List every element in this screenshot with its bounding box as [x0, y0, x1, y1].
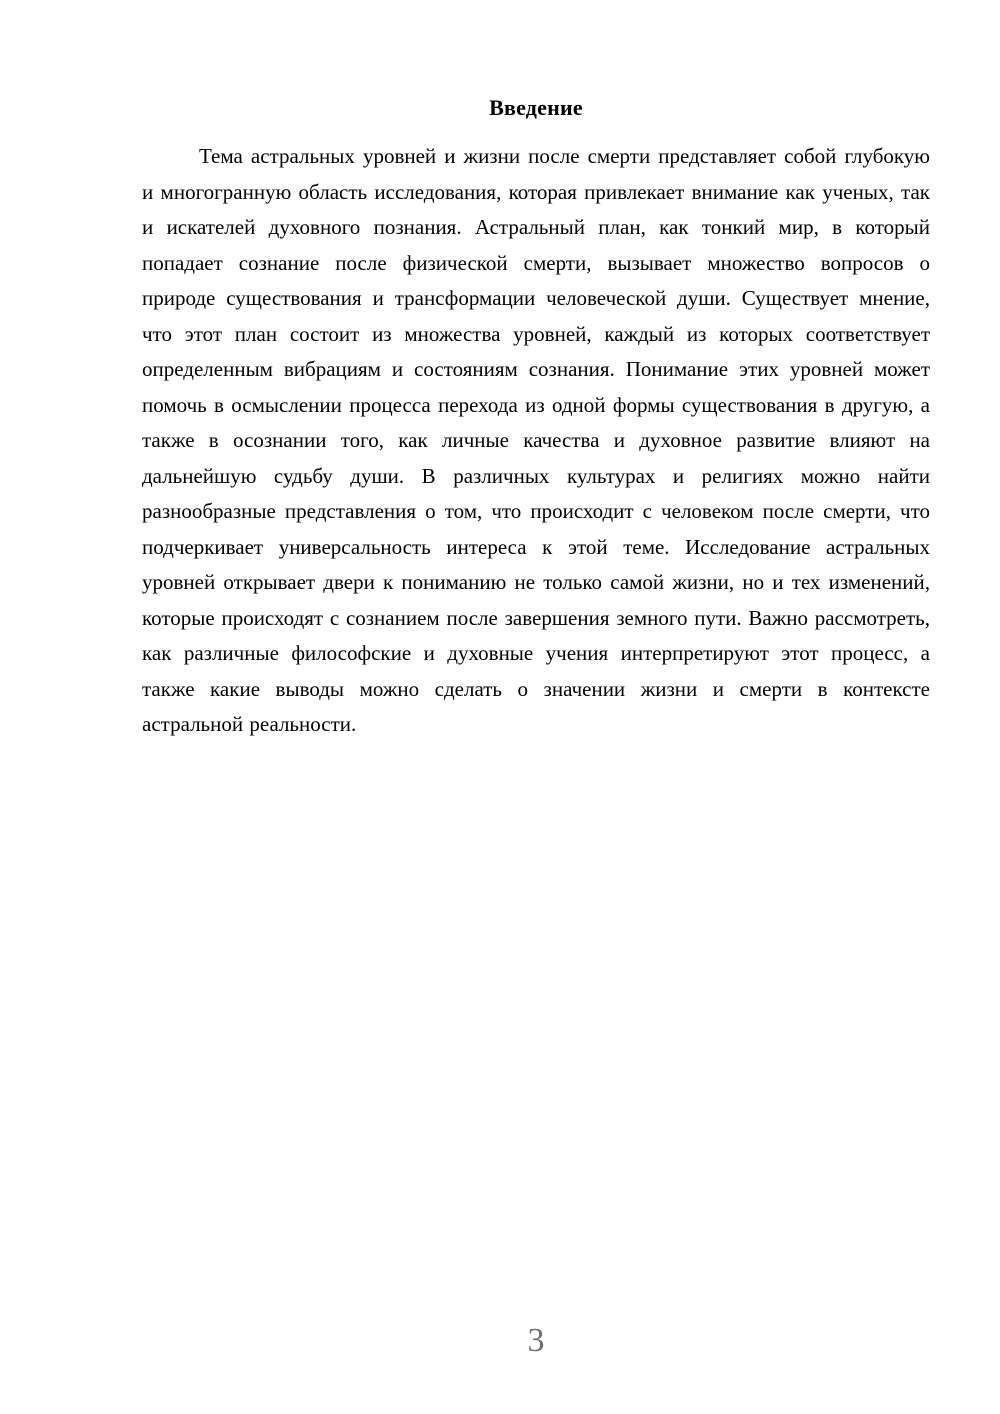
- page-number: 3: [527, 1322, 545, 1359]
- text-block: [142, 90, 930, 743]
- intro-paragraph: Тема астральных уровней и жизни после смерти представляет собой глубокую и многогранную область исследования, которая привлекает внимание как ученых, так и искателей духовного познания. Астральный план, как тонкий мир, в который попадает сознание после физической смерти, вызывает множество вопросов о природе существования и трансформации человеческой души. Существует мнение, что этот план состоит из множества уровней, каждый из которых соответствует определенным вибрациям и состояниям сознания. Понимание этих уровней может помочь в осмыслении процесса перехода из одной формы существования в другую, а также в осознании того, как личные качества и духовное развитие влияют на дальнейшую судьбу души. В различных культурах и религиях можно найти разнообразные представления о том, что происходит с человеком после смерти, что подчеркивает универсальность интереса к этой теме. Исследование астральных уровней открывает двери к пониманию не только самой жизни, но и тех изменений, которые происходят с сознанием после завершения земного пути. Важно рассмотреть, как различные философские и духовные учения интерпретируют этот процесс, а также какие выводы можно сделать о значении жизни и смерти в контексте астральной реальности.: [142, 144, 930, 736]
- section-title: Введение: [489, 95, 583, 120]
